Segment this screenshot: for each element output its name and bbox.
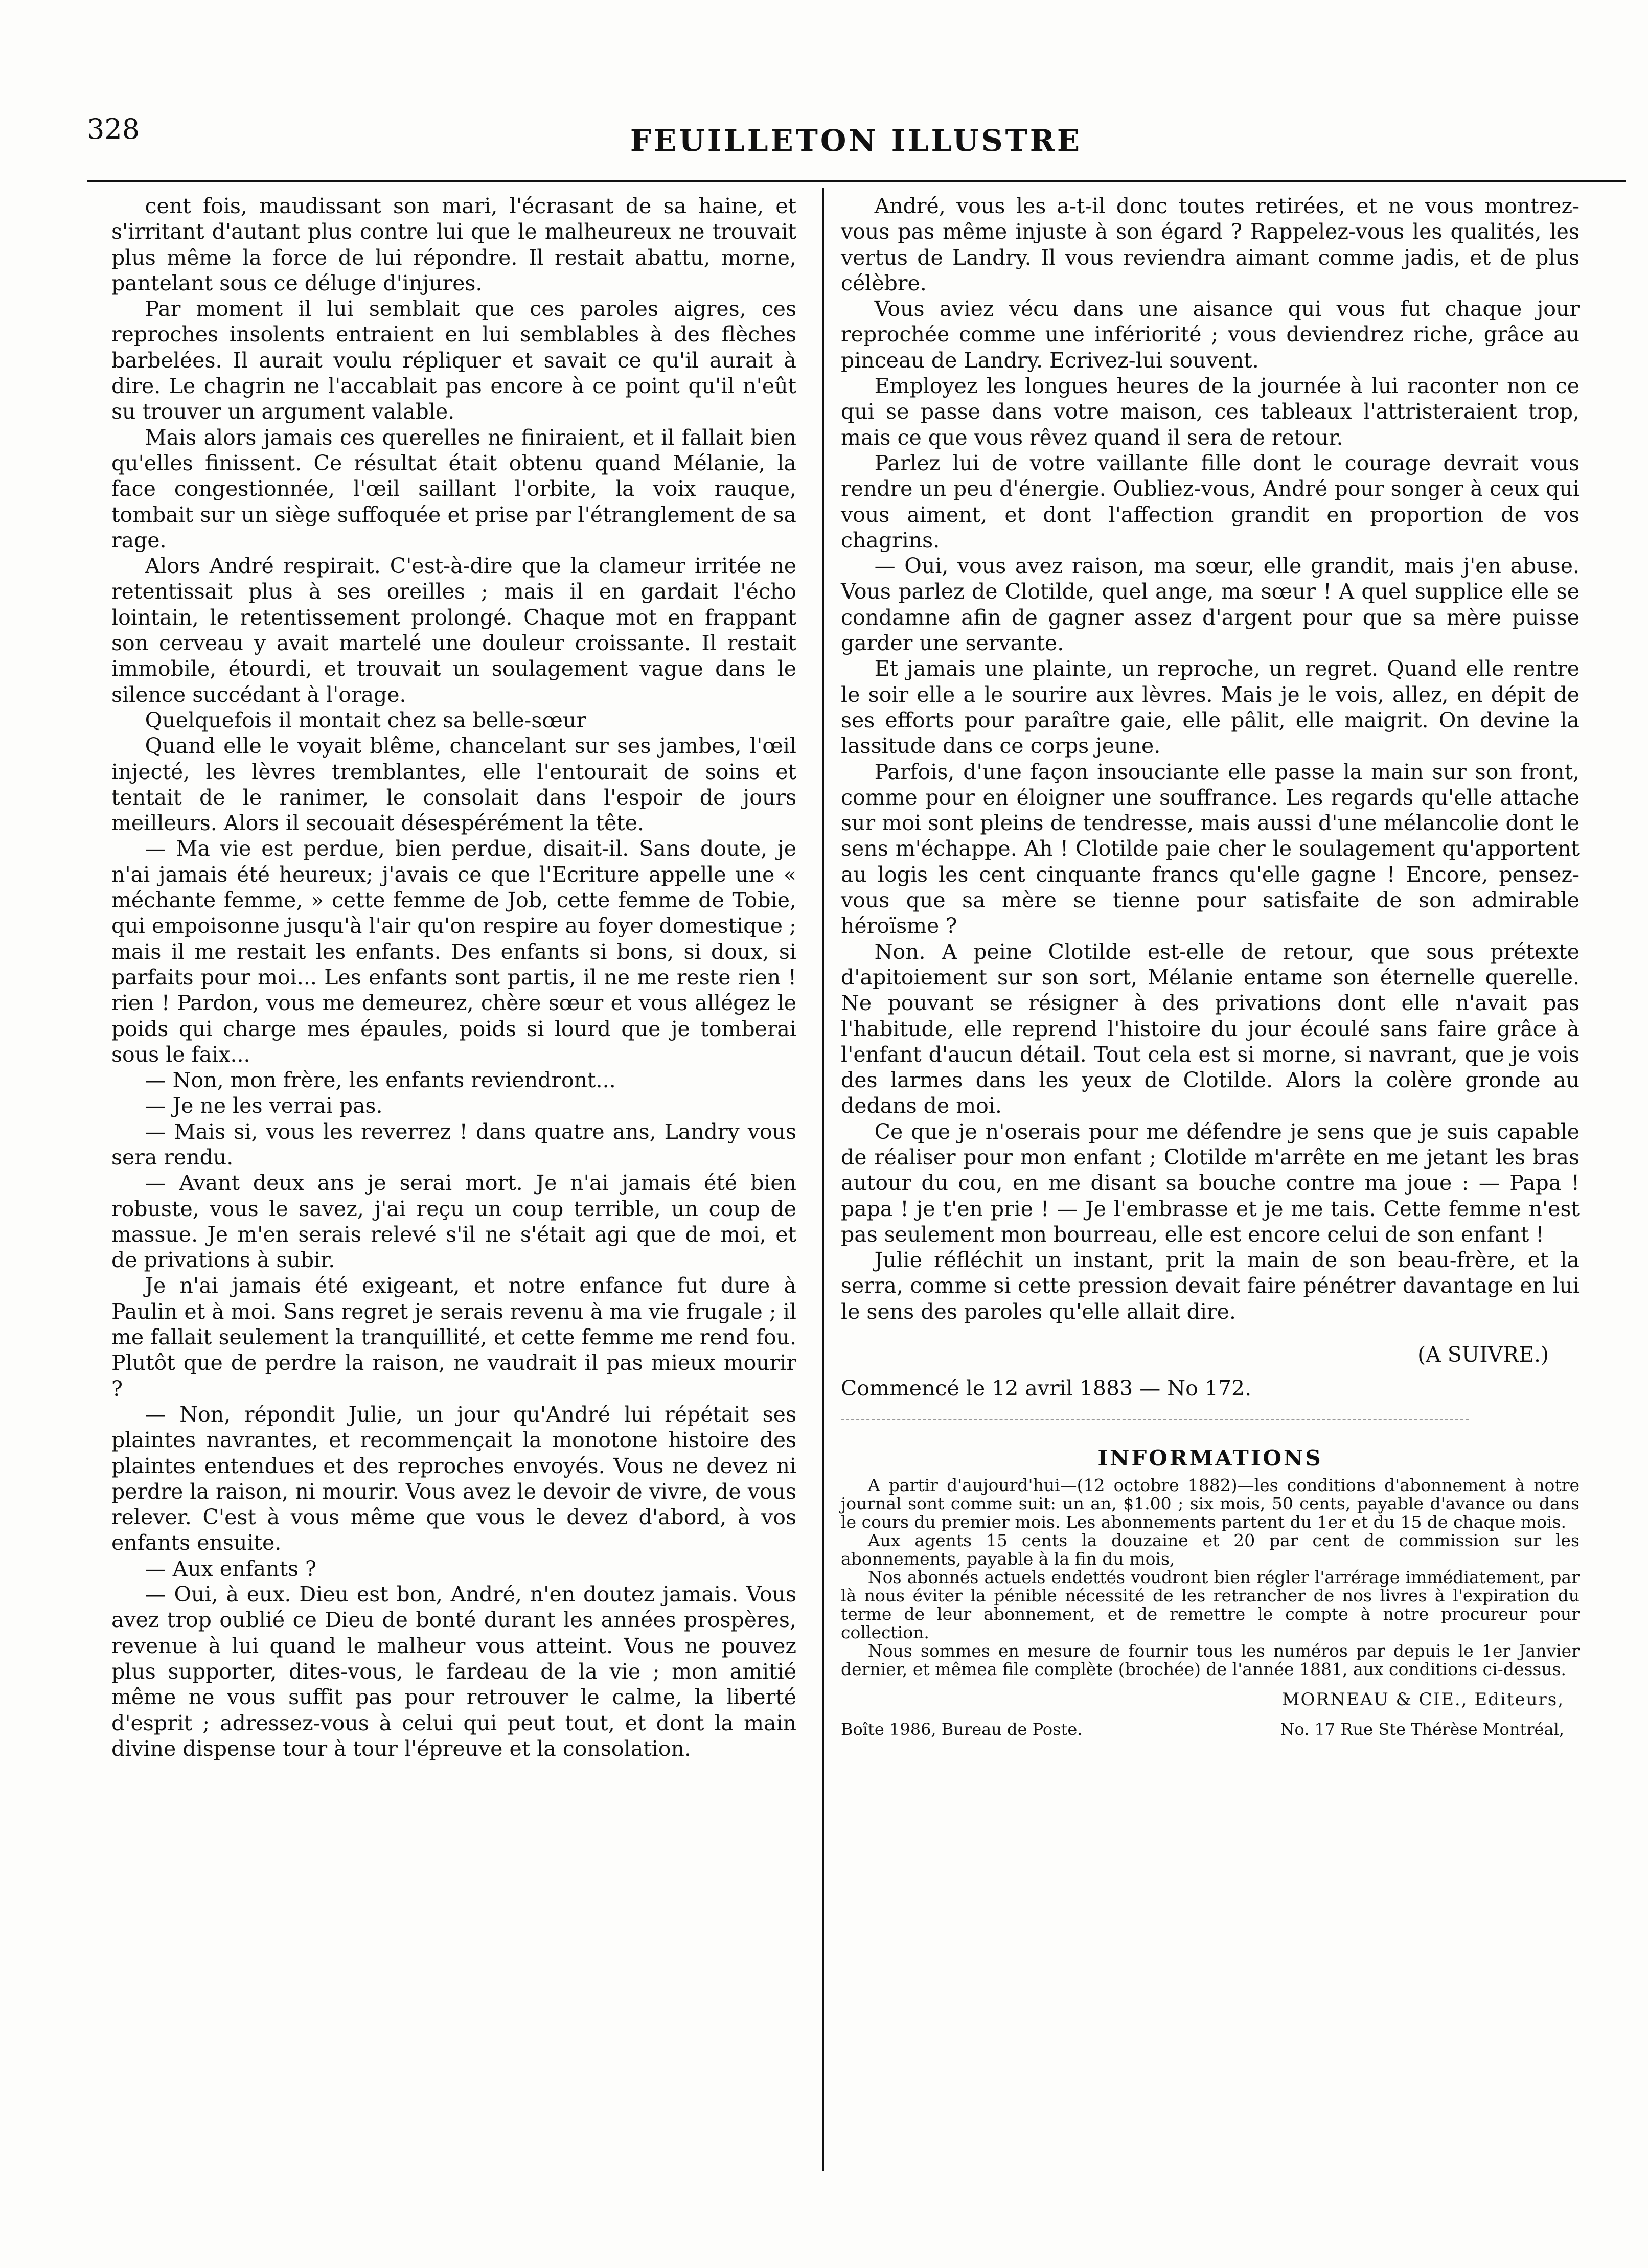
paragraph: Et jamais une plainte, un reproche, un regret. Quand elle rentre le soir elle a le sourire aux lèvres. Mais je le vois, allez, en dépit de ses efforts pour paraître gaie, elle pâlit, elle maigrit. On devine la lassitude dans ce corps jeune. bbox=[841, 656, 1580, 759]
paragraph: Mais alors jamais ces querelles ne finiraient, et il fallait bien qu'elles finissent. Ce résultat était obtenu quand Mélanie, la face congestionnée, l'œil saillant l'orbite, la voix rauque, tombait sur un siège suffoquée et prise par l'étranglement de sa rage. bbox=[111, 425, 796, 553]
paragraph: Non. A peine Clotilde est-elle de retour, que sous prétexte d'apitoiement sur son sort, Mélanie entame son éternelle querelle. Ne pouvant se résigner à des privations dont elle n'avait pas l'habitude, elle reprend l'histoire du jour écoulé sans faire grâce à l'enfant d'aucun détail. Tout cela est si morne, si navrant, que je vois des larmes dans les yeux de Clotilde. Alors la colère gronde au dedans de moi. bbox=[841, 939, 1580, 1118]
commence-note: Commencé le 12 avril 1883 — No 172. bbox=[841, 1376, 1252, 1401]
info-paragraph: Nous sommes en mesure de fournir tous les numéros par depuis le 1er Janvier dernier, et mêmea file complète (brochée) de l'année 1881, aux conditions ci-dessus. bbox=[841, 1640, 1580, 1679]
paragraph: Alors André respirait. C'est-à-dire que la clameur irritée ne retentissait plus à ses oreilles ; mais il en gardait l'écho lointain, le retentissement prolongé. Chaque mot en frappant son cerveau y avait martelé une douleur croissante. Il restait immobile, étourdi, et trouvait un soulagement vague dans le silence succédant à l'orage. bbox=[111, 554, 796, 707]
publisher-signature bbox=[841, 1687, 1580, 1712]
post-box: Boîte 1986, Bureau de Poste. bbox=[841, 1720, 1083, 1739]
informations-title: INFORMATIONS bbox=[1097, 1445, 1323, 1471]
paragraph: — Non, mon frère, les enfants reviendront... bbox=[145, 1068, 616, 1093]
informations-section bbox=[841, 1476, 1580, 1679]
paragraph: — Mais si, vous les reverrez ! dans quatre ans, Landry vous sera rendu. bbox=[111, 1119, 796, 1170]
separator bbox=[841, 1419, 1469, 1420]
page-title: FEUILLETON ILLUSTRE bbox=[630, 123, 1083, 158]
paragraph: — Avant deux ans je serai mort. Je n'ai jamais été bien robuste, vous le savez, j'ai reçu un coup terrible, un coup de massue. Je m'en serais relevé s'il ne s'était agi que de moi, et de privations à subir. bbox=[111, 1171, 796, 1273]
paragraph: — Oui, à eux. Dieu est bon, André, n'en doutez jamais. Vous avez trop oublié ce Dieu de bonté durant les années prospères, revenue à lui quand le malheur vous atteint. Vous ne pouvez plus supporter, dites-vous, le fardeau de la vie ; mon amitié même ne vous suffit pas pour retrouver le calme, la liberté d'esprit ; adressez-vous à celui qui peut tout, et dont la main divine dispense tour à tour l'épreuve et la consolation. bbox=[111, 1582, 796, 1761]
paragraph: Parfois, d'une façon insouciante elle passe la main sur son front, comme pour en éloigner une souffrance. Les regards qu'elle attache sur moi sont pleins de tendresse, mais aussi d'une mélancolie dont le sens m'échappe. Ah ! Clotilde paie cher le soulagement qu'apportent au logis les cent cinquante francs qu'elle gagne ! Encore, pensez-vous que sa mère se tienne pour satisfaite de son admirable héroïsme ? bbox=[841, 759, 1580, 938]
paragraph: Employez les longues heures de la journée à lui raconter non ce qui se passe dans votre maison, ces tableaux l'attristeraient trop, mais ce que vous rêvez quand il sera de retour. bbox=[841, 374, 1580, 450]
header-rule bbox=[87, 180, 1626, 182]
publisher-name: MORNEAU & CIE., Editeurs, bbox=[1281, 1689, 1564, 1710]
paragraph: Quand elle le voyait blême, chancelant sur ses jambes, l'œil injecté, les lèvres tremblantes, elle l'entourait de soins et tentait de le ranimer, le consolait dans l'espoir de jours meilleurs. Alors il secouait désespérément la tête. bbox=[111, 734, 796, 836]
paragraph: — Aux enfants ? bbox=[145, 1556, 317, 1581]
right-column bbox=[841, 193, 1580, 1743]
paragraph: — Oui, vous avez raison, ma sœur, elle grandit, mais j'en abuse. Vous parlez de Clotilde, quel ange, ma sœur ! A quel supplice elle se condamne afin de gagner assez d'argent pour que sa mère puisse garder une servante. bbox=[841, 554, 1580, 656]
street-address: No. 17 Rue Ste Thérèse Montréal, bbox=[1280, 1720, 1564, 1739]
info-paragraph: A partir d'aujourd'hui—(12 octobre 1882)—les conditions d'abonnement à notre journal sont comme suit: un an, $1.00 ; six mois, 50 cents, payable d'avance ou dans le cours du premier mois. Les abonnements partent du 1er et du 15 de chaque mois. bbox=[841, 1475, 1580, 1532]
info-paragraph: Nos abonnés actuels endettés voudront bien régler l'arrérage immédiatement, par là nous éviter la pénible nécessité de les retrancher de nos livres à l'expiration du terme de leur abonnement, et de remettre le compte à notre procureur pour collection. bbox=[841, 1567, 1580, 1642]
column-divider bbox=[822, 188, 824, 2171]
paragraph: Quelquefois il montait chez sa belle-sœur bbox=[145, 707, 586, 732]
page-header bbox=[87, 110, 1626, 181]
left-column bbox=[111, 193, 796, 1761]
a-suivre: (A SUIVRE.) bbox=[1417, 1342, 1549, 1367]
paragraph: — Non, répondit Julie, un jour qu'André lui répétait ses plaintes navrantes, et recommençait la monotone histoire des plaintes entendues et des reproches envoyés. Vous ne devez ni perdre la raison, ni mourir. Vous avez le devoir de vivre, de vous relever. C'est à vous même que vous le devez d'abord, à vos enfants ensuite. bbox=[111, 1402, 796, 1555]
paragraph: Parlez lui de votre vaillante fille dont le courage devrait vous rendre un peu d'énergie. Oubliez-vous, André pour songer à ceux qui vous aiment, et dont l'affection grandit en proportion de vos chagrins. bbox=[841, 450, 1580, 553]
paragraph: Ce que je n'oserais pour me défendre je sens que je suis capable de réaliser pour mon enfant ; Clotilde m'arrête en me jetant les bras autour du cou, en me disant sa bouche contre ma joue : — Papa ! papa ! je t'en prie ! — Je l'embrasse et je me tais. Cette femme n'est pas seulement mon bourreau, elle est encore celui de son enfant ! bbox=[841, 1119, 1580, 1247]
info-paragraph: Aux agents 15 cents la douzaine et 20 par cent de commission sur les abonnements, payable à la fin du mois, bbox=[841, 1530, 1580, 1569]
paragraph: Je n'ai jamais été exigeant, et notre enfance fut dure à Paulin et à moi. Sans regret je serais revenu à ma vie frugale ; il me fallait seulement la tranquillité, et cette femme me rend fou. Plutôt que de perdre la raison, ne vaudrait il pas mieux mourir ? bbox=[111, 1273, 796, 1401]
page-number: 328 bbox=[87, 113, 140, 145]
publisher-address bbox=[841, 1716, 1580, 1742]
paragraph: — Je ne les verrai pas. bbox=[145, 1093, 383, 1118]
paragraph: — Ma vie est perdue, bien perdue, disait-il. Sans doute, je n'ai jamais été heureux; j'avais ce que l'Ecriture appelle une « méchante femme, » cette femme de Job, cette femme de Tobie, qui empoisonne jusqu'à l'air qu'on respire au foyer domestique ; mais il me restait les enfants. Des enfants si bons, si doux, si parfaits pour moi... Les enfants sont partis, il ne me reste rien ! rien ! Pardon, vous me demeurez, chère sœur et vous allégez le poids qui charge mes épaules, poids si lourd que je tomberai sous le faix... bbox=[111, 836, 796, 1067]
paragraph: Julie réfléchit un instant, prit la main de son beau-frère, et la serra, comme si cette pression devait faire pénétrer davantage en lui le sens des paroles qu'elle allait dire. bbox=[841, 1248, 1580, 1324]
paragraph: cent fois, maudissant son mari, l'écrasant de sa haine, et s'irritant d'autant plus contre lui que le malheureux ne trouvait plus même la force de lui répondre. Il restait abattu, morne, pantelant sous ce déluge d'injures. bbox=[111, 194, 796, 295]
paragraph: Vous aviez vécu dans une aisance qui vous fut chaque jour reprochée comme une infériorité ; vous deviendrez riche, grâce au pinceau de Landry. Ecrivez-lui souvent. bbox=[841, 296, 1580, 373]
paragraph: Par moment il lui semblait que ces paroles aigres, ces reproches insolents entraient en lui semblables à des flèches barbelées. Il aurait voulu répliquer et savait ce qu'il aurait à dire. Le chagrin ne l'accablait pas encore à ce point qu'il n'eût su trouver un argument valable. bbox=[111, 296, 796, 424]
paragraph: André, vous les a-t-il donc toutes retirées, et ne vous montrez-vous pas même injuste à son égard ? Rappelez-vous les qualités, les vertus de Landry. Il vous reviendra aimant comme jadis, et de plus célèbre. bbox=[841, 194, 1580, 295]
